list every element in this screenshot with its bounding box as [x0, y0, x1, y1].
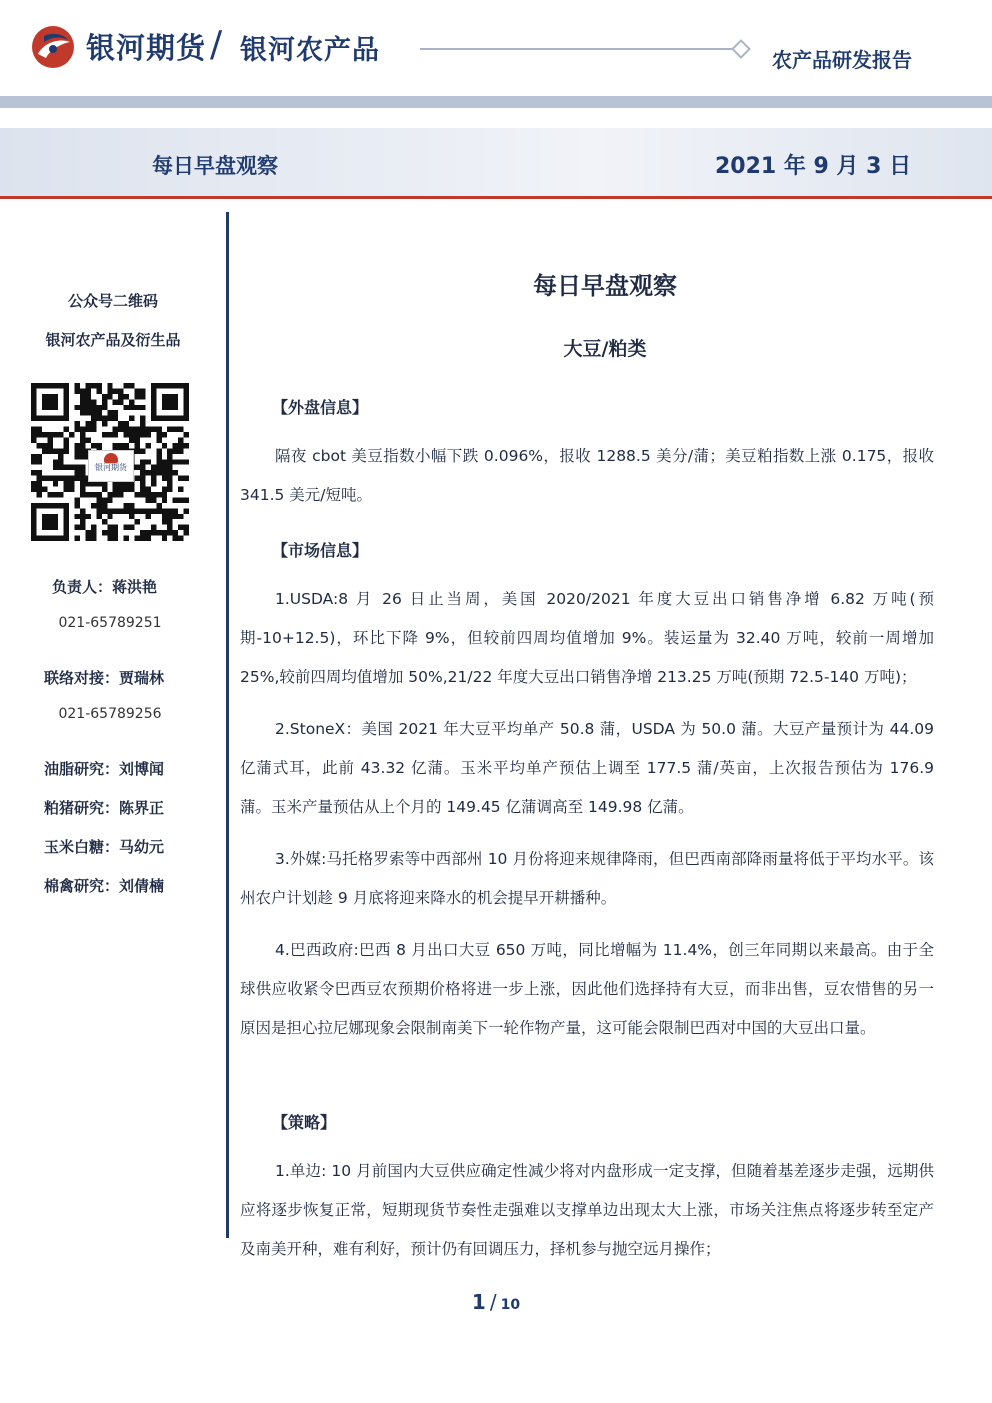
qr-center-badge — [88, 450, 134, 482]
researcher-item: 棉禽研究：刘倩楠 — [44, 877, 165, 895]
paragraph: 1.USDA:8 月 26 日止当周，美国 2020/2021 年度大豆出口销售净增 6.82 万吨(预期-10+12.5)，环比下降 9%，但较前四周均值增加 9%。装运量为 32.40 万吨，较前一周增加 25%,较前四周均值增加 50%,21/22 年度大豆出口销售净增 213.25 万吨(预期 72.5-140 万吨)； — [240, 590, 934, 686]
header-stripe — [0, 96, 992, 108]
title-band-rule — [0, 196, 992, 199]
brand-name: 银河期货 — [86, 31, 207, 65]
contact-role: 负责人：蒋洪艳 — [52, 578, 158, 596]
section-heading: 【外盘信息】 — [272, 398, 369, 417]
header-decor-line — [420, 48, 732, 50]
sidebar-divider — [226, 212, 229, 1238]
qr-center-label: 银河期货 — [95, 463, 127, 472]
page-total: 10 — [500, 1297, 521, 1313]
contact-role: 联络对接：贾瑞林 — [44, 669, 165, 687]
report-type: 农产品研发报告 — [772, 48, 912, 72]
paragraph: 隔夜 cbot 美豆指数小幅下跌 0.096%，报收 1288.5 美分/蒲；美豆粕指数上涨 0.175，报收 341.5 美元/短吨。 — [240, 447, 934, 504]
header-decor-diamond — [731, 39, 751, 59]
page-current: 1 — [471, 1290, 486, 1314]
document-title: 每日早盘观察 — [533, 272, 677, 300]
page-number — [0, 1290, 992, 1314]
section-heading: 【策略】 — [272, 1113, 337, 1132]
paragraph: 1.单边: 10 月前国内大豆供应确定性减少将对内盘形成一定支撑，但随着基差逐步走强，远期供应将逐步恢复正常，短期现货节奏性走强难以支撑单边出现太大上涨，市场关注焦点将逐步转至定产及南美开种，难有利好，预计仍有回调压力，择机参与抛空远月操作； — [240, 1162, 934, 1258]
qr-logo-icon — [104, 453, 118, 463]
brand-separator: / — [210, 24, 223, 65]
researcher-item: 油脂研究：刘博闻 — [44, 760, 165, 778]
researcher-item: 玉米白糖：马幼元 — [44, 838, 165, 856]
researcher-item: 粕猪研究：陈界正 — [44, 799, 165, 817]
page-header — [0, 0, 992, 96]
qr-subtitle: 银河农产品及衍生品 — [45, 331, 181, 349]
document-subtitle: 大豆/粕类 — [563, 338, 647, 360]
paragraph: 2.StoneX：美国 2021 年大豆平均单产 50.8 蒲，USDA 为 50.0 蒲。大豆产量预计为 44.09 亿蒲式耳，此前 43.32 亿蒲。玉米平均单产预估上调至 177.5 蒲/英亩，上次报告预估为 176.9 蒲。玉米产量预估从上个月的 149.45 亿蒲调高至 149.98 亿蒲。 — [240, 720, 934, 816]
paragraph: 4.巴西政府:巴西 8 月出口大豆 650 万吨，同比增幅为 11.4%，创三年同期以来最高。由于全球供应收紧令巴西豆农预期价格将进一步上涨，因此他们选择持有大豆，而非出售，豆农惜售的另一原因是担心拉尼娜现象会限制南美下一轮作物产量，这可能会限制巴西对中国的大豆出口量。 — [240, 941, 934, 1037]
banner-date: 2021 年 9 月 3 日 — [715, 154, 912, 179]
page-separator: / — [489, 1290, 497, 1314]
paragraph: 3.外媒:马托格罗索等中西部州 10 月份将迎来规律降雨，但巴西南部降雨量将低于平均水平。该州农户计划趁 9 月底将迎来降水的机会提早开耕播种。 — [240, 850, 934, 907]
galaxy-logo-icon — [30, 24, 76, 70]
banner-title: 每日早盘观察 — [152, 154, 278, 178]
section-heading: 【市场信息】 — [272, 541, 369, 560]
sub-brand-name: 银河农产品 — [240, 35, 380, 66]
contact-phone: 021-65789251 — [58, 615, 162, 631]
qr-title: 公众号二维码 — [67, 292, 158, 310]
contact-phone: 021-65789256 — [58, 706, 162, 722]
